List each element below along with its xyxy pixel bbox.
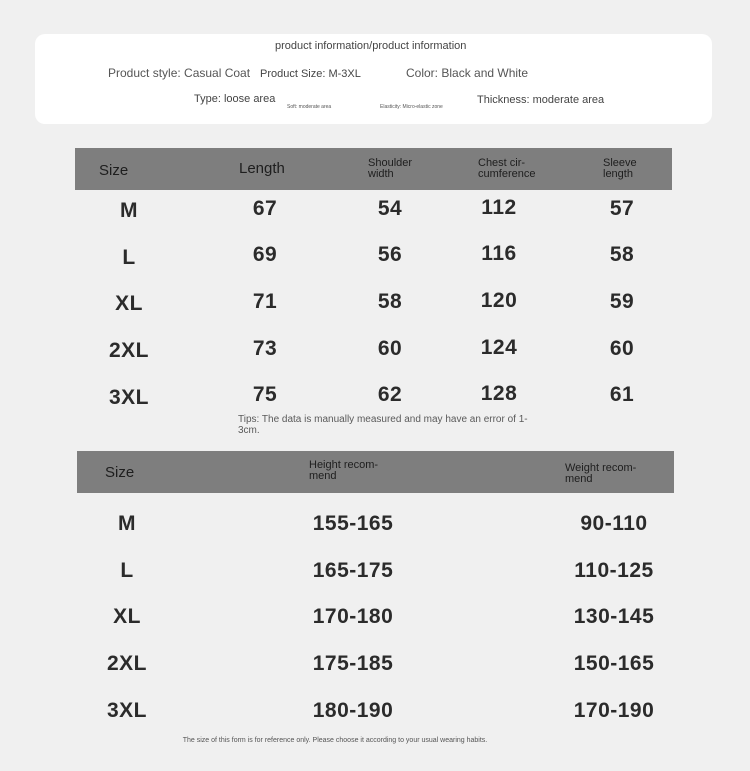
weight-header-line2: mend (565, 473, 593, 485)
shoulder-header-line1: Shoulder (368, 157, 413, 169)
table-cell: 110-125 (574, 559, 654, 582)
table-cell: 2XL (108, 339, 150, 362)
product-info-heading: product information/product information (275, 40, 467, 52)
chest-header (478, 158, 535, 180)
table-cell: 69 (252, 243, 278, 266)
table-cell: 56 (377, 243, 403, 266)
product-info-card (35, 34, 712, 124)
size-header: Size (99, 162, 129, 179)
table-cell: 170-190 (573, 699, 655, 722)
table-cell: 2XL (106, 652, 148, 675)
table-cell: 130-145 (573, 605, 655, 628)
sleeve-header-line1: Sleeve (603, 157, 637, 169)
size-chart-header (75, 148, 672, 190)
table-cell: 90-110 (580, 512, 648, 535)
table-cell: 67 (252, 197, 278, 220)
table-cell: 170-180 (312, 605, 394, 628)
measurement-tip: Tips: The data is manually measured and may have an error of 1-3cm. (238, 414, 528, 436)
table-cell: 58 (609, 243, 635, 266)
recommend-size-header: Size (105, 464, 135, 481)
table-cell: 150-165 (573, 652, 655, 675)
table-cell: 3XL (106, 699, 148, 722)
product-style: Product style: Casual Coat (108, 66, 251, 80)
sleeve-header (603, 158, 637, 180)
table-cell: 116 (481, 242, 517, 265)
table-cell: 60 (377, 337, 403, 360)
table-cell: 124 (480, 336, 518, 359)
chest-header-line2: cumference (478, 168, 536, 180)
shoulder-width-header (368, 158, 412, 180)
table-cell: 60 (609, 337, 635, 360)
table-cell: 165-175 (312, 559, 394, 582)
table-cell: M (120, 199, 138, 222)
table-cell: L (120, 559, 134, 582)
table-cell: XL (113, 605, 141, 628)
recommend-chart-header (77, 451, 674, 493)
product-size: Product Size: M-3XL (260, 68, 361, 80)
table-cell: 75 (252, 383, 278, 406)
product-color: Color: Black and White (406, 66, 529, 80)
chest-header-line1: Chest cir- (478, 157, 526, 169)
product-type: Type: loose area (194, 93, 276, 105)
product-soft: Soft: moderate area (287, 104, 332, 110)
shoulder-header-line2: width (368, 168, 394, 180)
table-cell: XL (115, 292, 143, 315)
table-cell: 180-190 (312, 699, 394, 722)
table-cell: 58 (377, 290, 403, 313)
sleeve-header-line2: length (603, 168, 633, 180)
table-cell: 3XL (108, 386, 150, 409)
table-cell: 71 (252, 290, 278, 313)
table-cell: L (122, 246, 136, 269)
table-cell: 54 (377, 197, 403, 220)
table-cell: 120 (480, 289, 518, 312)
table-cell: 62 (377, 383, 403, 406)
height-header (309, 460, 378, 482)
weight-header (565, 463, 636, 485)
table-cell: 61 (609, 383, 635, 406)
footer-note: The size of this form is for reference only. Please choose it according to your usual wearing habits. (182, 737, 488, 744)
table-cell: 57 (609, 197, 635, 220)
table-cell: 155-165 (312, 512, 394, 535)
table-cell: 175-185 (312, 652, 394, 675)
table-cell: 112 (481, 196, 517, 219)
table-cell: 59 (609, 290, 635, 313)
weight-header-line1: Weight recom- (565, 462, 637, 474)
length-header: Length (239, 160, 285, 177)
height-header-line2: mend (309, 470, 337, 482)
table-cell: 73 (252, 337, 278, 360)
table-cell: M (118, 512, 136, 535)
product-thickness: Thickness: moderate area (477, 94, 605, 106)
height-header-line1: Height recom- (309, 459, 379, 471)
product-elasticity: Elasticity: Micro-elastic zone (380, 104, 443, 110)
table-cell: 128 (480, 382, 518, 405)
